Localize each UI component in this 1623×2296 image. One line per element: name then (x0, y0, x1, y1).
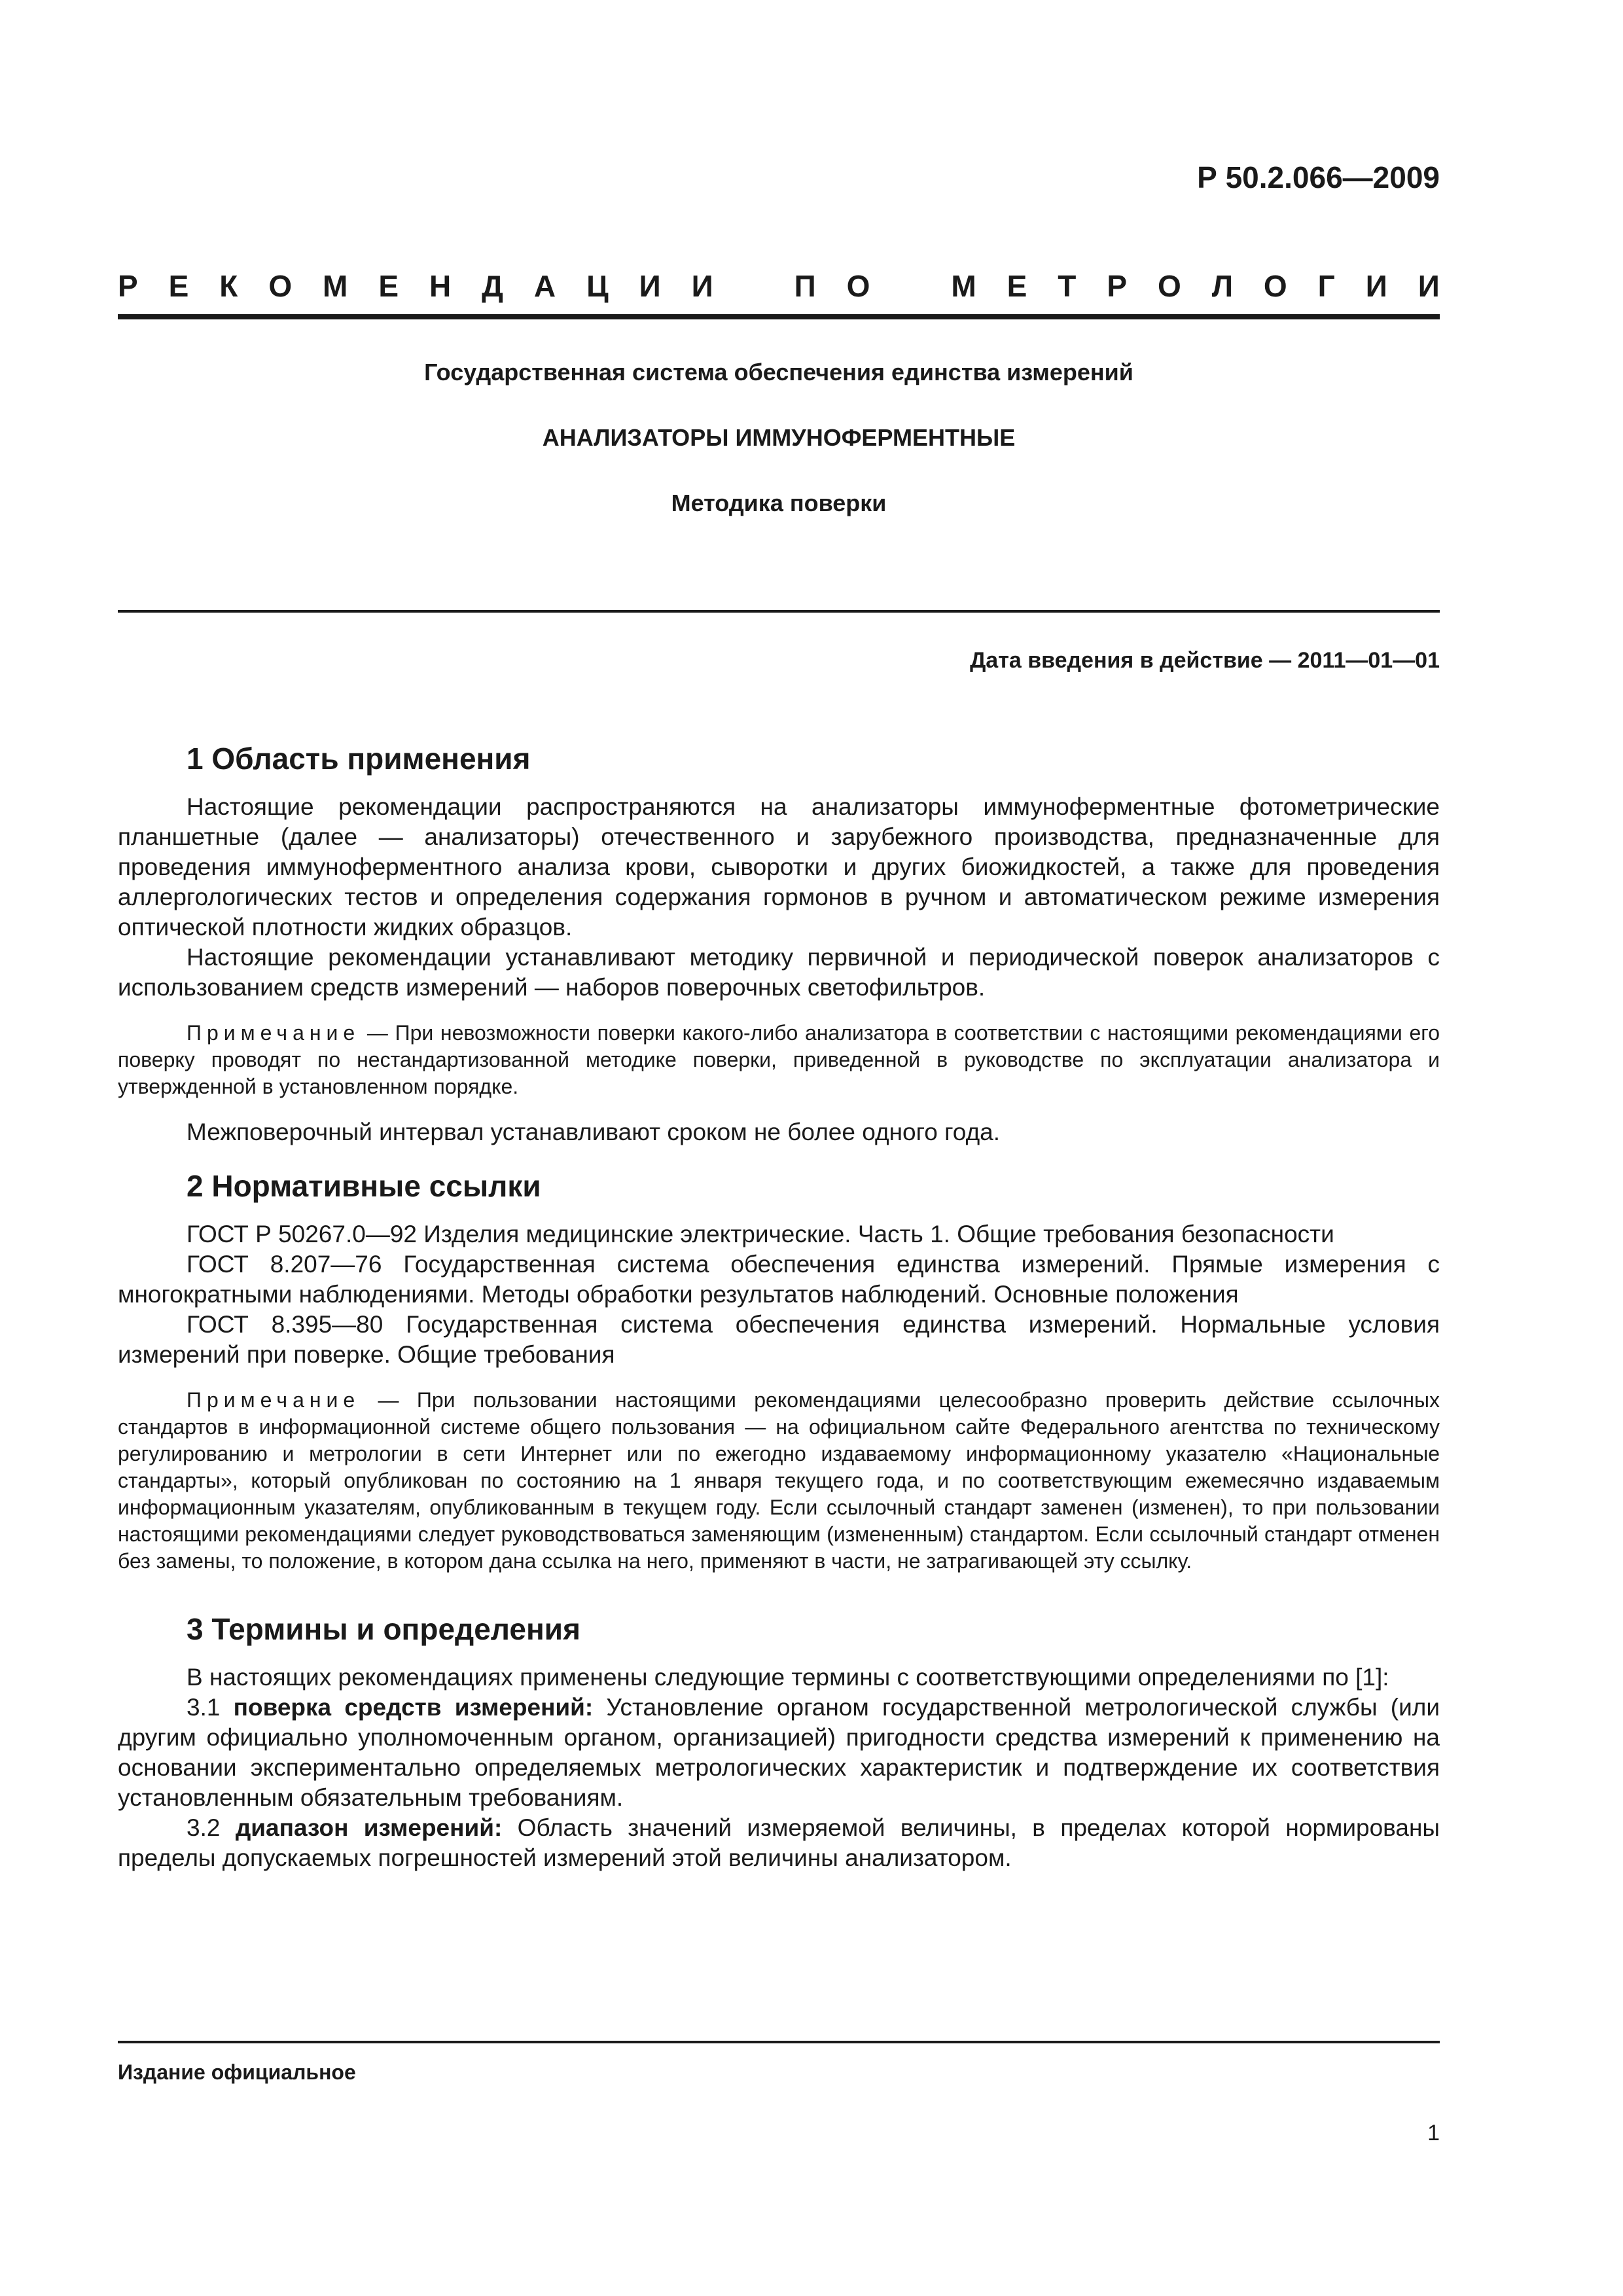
edition-label: Издание официальное (118, 2060, 356, 2084)
section-1-note (118, 1020, 1440, 1100)
document-body (118, 740, 1440, 1873)
series-letter: М (951, 269, 976, 303)
series-letter: О (846, 269, 870, 303)
document-title: АНАЛИЗАТОРЫ ИММУНОФЕРМЕНТНЫЕ (542, 424, 1016, 451)
term-name: поверка средств измерений: (233, 1694, 594, 1721)
term-number: 3.1 (187, 1694, 234, 1721)
series-letter: О (1157, 269, 1181, 303)
section-2-heading: 2 Нормативные ссылки (187, 1169, 541, 1203)
section-3-paragraph: В настоящих рекомендациях применены следующие термины с соответствующими определениями по [1]: (187, 1664, 1389, 1691)
series-letter (744, 268, 764, 304)
series-letter: М (323, 269, 348, 303)
title-rule (118, 610, 1440, 613)
series-letter: К (219, 269, 238, 303)
reference-item: ГОСТ 8.395—80 Государственная система обеспечения единства измерений. Нормальные условия измерений при поверке. Общие требования (118, 1311, 1440, 1368)
document-page (118, 0, 1440, 2296)
series-letter: Н (429, 269, 452, 303)
series-letter: Е (378, 269, 399, 303)
reference-item: ГОСТ 8.207—76 Государственная система обеспечения единства измерений. Прямые измерения с многократными наблюдениями. Методы обработки результатов наблюдений. Основные положения (118, 1251, 1440, 1308)
section-1-paragraph: Настоящие рекомендации распространяются на анализаторы иммуноферментные фотометрические планшетные (далее — анализаторы) отечественного и зарубежного производства, предназначенные для проведения иммуноферментного анализа крови, сыворотки и других биожидкостей, а также для проведения аллергологических тестов и определения содержания гормонов в ручном и автоматическом режиме измерения оптической плотности жидких образцов. (118, 793, 1440, 941)
series-letter: П (794, 269, 816, 303)
note-text: — При пользовании настоящими рекомендациями целесообразно проверить действие ссылочных стандартов в информационной системе общего пользования — на официальном сайте Федерального агентства по техническому регулированию и метрологии в сети Интернет или по ежегодно издаваемому информационному указателю «Национальные стандарты», который опубликован по состоянию на 1 января текущего года, и по соответствующим ежемесячно издаваемым информационным указателям, опубликованным в текущем году. Если ссылочный стандарт заменен (изменен), то при пользовании настоящими рекомендациями следует руководствоваться заменяющим (измененным) стандартом. Если ссылочный стандарт отменен без замены, то положение, в котором дана ссылка на него, применяют в части, не затрагивающей эту ссылку. (118, 1388, 1440, 1573)
series-letter: Р (118, 269, 138, 303)
series-letter: Р (1107, 269, 1127, 303)
section-3-heading: 3 Термины и определения (187, 1612, 580, 1646)
series-letter: Д (482, 269, 503, 303)
section-1-paragraph: Настоящие рекомендации устанавливают методику первичной и периодической поверок анализаторов с использованием средств измерений — наборов поверочных светофильтров. (118, 944, 1440, 1001)
reference-item: ГОСТ Р 50267.0—92 Изделия медицинские электрические. Часть 1. Общие требования безопасности (187, 1221, 1334, 1247)
term-definition (118, 1813, 1440, 1873)
note-text: — При невозможности поверки какого-либо анализатора в соответствии с настоящими рекомендациями его поверку проводят по нестандартизованной методике поверки, приведенной в руководстве по эксплуатации анализатора и утвержденной в установленном порядке. (118, 1021, 1440, 1098)
term-text: Установление органом государственной метрологической службы (или другим официально уполномоченным органом, организацией) пригодности средства измерений к применению на основании экспериментально определяемых метрологических характеристик и подтверждение их соответствия установленным обязательным требованиям. (118, 1694, 1440, 1811)
term-definition (118, 1693, 1440, 1813)
series-letter: И (1418, 269, 1440, 303)
system-title: Государственная система обеспечения единства измерений (424, 359, 1133, 386)
term-text: Область значений измеряемой величины, в пределах которой нормированы пределы допускаемых погрешностей измерений этой величины анализатором. (118, 1814, 1440, 1871)
note-label: Примечание (187, 1388, 361, 1412)
introduction-date: Дата введения в действие — 2011—01—01 (970, 648, 1440, 673)
series-letter: А (533, 269, 556, 303)
term-number: 3.2 (187, 1814, 236, 1841)
series-letter: Ц (586, 269, 609, 303)
section-1-paragraph: Межповерочный интервал устанавливают сроком не более одного года. (187, 1119, 1001, 1145)
series-letter: И (691, 269, 713, 303)
document-code: Р 50.2.066—2009 (1197, 160, 1440, 194)
series-letter: О (1263, 269, 1287, 303)
note-label: Примечание (187, 1021, 361, 1045)
series-letter: Т (1058, 269, 1077, 303)
series-letter: Л (1211, 269, 1233, 303)
series-letter: Е (168, 269, 189, 303)
footer-rule (118, 2041, 1440, 2043)
series-letter: Г (1317, 269, 1335, 303)
series-letter: И (1365, 269, 1387, 303)
series-letter: И (639, 269, 661, 303)
series-title (118, 268, 1440, 304)
top-rule (118, 314, 1440, 319)
term-name: диапазон измерений: (235, 1814, 503, 1841)
section-1-heading: 1 Область применения (187, 742, 531, 776)
series-letter: Е (1007, 269, 1027, 303)
page-number: 1 (1427, 2121, 1440, 2145)
series-letter (901, 268, 920, 304)
series-letter: О (268, 269, 293, 303)
section-2-note (118, 1387, 1440, 1575)
document-subtitle: Методика поверки (671, 490, 887, 516)
